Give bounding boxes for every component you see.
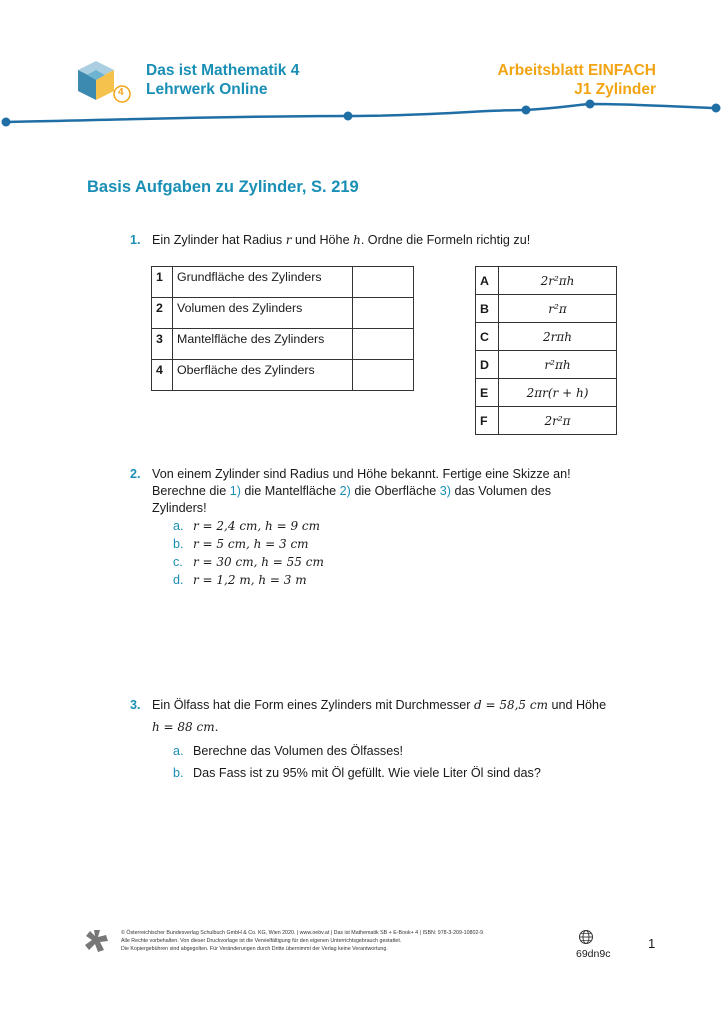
brand-title: [146, 61, 299, 99]
formula-table: [475, 266, 617, 435]
formula-cell: 2r²πh: [499, 267, 617, 295]
footer-line: © Österreichischer Bundesverlag Schulbuch GmbH & Co. KG, Wien 2020. | www.oebv.at | Das ist Mathematik SB + E-Book+ 4 | ISBN: 978-3-209-10802-9: [121, 930, 484, 936]
logo-number: 4: [118, 87, 124, 98]
math-var: h: [353, 233, 361, 247]
formula-cell: r²π: [499, 295, 617, 323]
row-number: 2: [152, 298, 173, 329]
table-row: [152, 360, 414, 391]
terms-table: [151, 266, 414, 391]
table-row: [476, 379, 617, 407]
row-label: Volumen des Zylinders: [173, 298, 353, 329]
subtask-marker: 3): [439, 484, 451, 498]
row-letter: E: [476, 379, 499, 407]
answer-cell[interactable]: [353, 298, 414, 329]
item-label: c.: [173, 555, 183, 569]
row-letter: A: [476, 267, 499, 295]
task-text: und Höhe: [547, 698, 607, 712]
list-item: [173, 553, 650, 571]
item-label: d.: [173, 573, 184, 587]
header-divider-line: [0, 98, 724, 128]
item-value: r = 30 cm, h = 55 cm: [193, 555, 324, 569]
list-item: [173, 740, 650, 762]
subtask-marker: 1): [229, 484, 241, 498]
footer-line: Die Kopiergebühren sind abgegolten. Für Veränderungen durch Dritte übernimmt der Verlag keine Verantwortung.: [121, 946, 388, 952]
line-dot: [522, 106, 531, 115]
row-number: 4: [152, 360, 173, 391]
table-row: [476, 295, 617, 323]
row-letter: D: [476, 351, 499, 379]
answer-cell[interactable]: [353, 360, 414, 391]
list-item: [173, 517, 650, 535]
task-1: [130, 232, 530, 249]
row-letter: F: [476, 407, 499, 435]
row-letter: B: [476, 295, 499, 323]
line-dot: [344, 112, 353, 121]
globe-icon: [578, 929, 594, 945]
row-label: Mantelfläche des Zylinders: [173, 329, 353, 360]
answer-cell[interactable]: [353, 267, 414, 298]
table-row: [152, 267, 414, 298]
table-row: [476, 267, 617, 295]
line-dot: [712, 104, 721, 113]
table-row: [476, 323, 617, 351]
table-row: [152, 298, 414, 329]
online-code[interactable]: 69dn9c: [576, 948, 611, 960]
row-number: 3: [152, 329, 173, 360]
row-number: 1: [152, 267, 173, 298]
brand-line-2: Lehrwerk Online: [146, 81, 268, 98]
item-label: b.: [173, 537, 184, 551]
list-item: [173, 571, 650, 589]
row-label: Grundfläche des Zylinders: [173, 267, 353, 298]
math-expression: h = 88 cm.: [152, 720, 219, 734]
item-text: Das Fass ist zu 95% mit Öl gefüllt. Wie viele Liter Öl sind das?: [193, 766, 541, 780]
task-3: [130, 697, 650, 784]
page-title: Basis Aufgaben zu Zylinder, S. 219: [87, 178, 359, 196]
task-number: 2.: [130, 467, 141, 481]
table-row: [476, 351, 617, 379]
answer-cell[interactable]: [353, 329, 414, 360]
publisher-logo-icon: [84, 928, 110, 954]
formula-cell: r²πh: [499, 351, 617, 379]
sheet-title: [498, 61, 656, 99]
task-text: das Volumen des: [450, 484, 552, 498]
task-text: die Oberfläche: [350, 484, 440, 498]
sheet-line-2: J1 Zylinder: [574, 81, 656, 98]
brand-line-1: Das ist Mathematik 4: [146, 62, 300, 79]
formula-cell: 2πr(r + h): [499, 379, 617, 407]
task-number: 1.: [130, 233, 141, 247]
list-item: [173, 535, 650, 553]
footer-legal: [121, 929, 561, 953]
row-letter: C: [476, 323, 499, 351]
line-dot: [2, 118, 11, 127]
subtask-marker: 2): [339, 484, 351, 498]
task-text: Ein Ölfass hat die Form eines Zylinders mit Durchmesser: [152, 698, 474, 712]
item-label: a.: [173, 744, 184, 758]
sheet-line-1: Arbeitsblatt EINFACH: [497, 62, 656, 79]
item-value: r = 5 cm, h = 3 cm: [193, 537, 309, 551]
item-value: r = 2,4 cm, h = 9 cm: [193, 519, 321, 533]
formula-cell: 2rπh: [499, 323, 617, 351]
row-label: Oberfläche des Zylinders: [173, 360, 353, 391]
task-text: Zylinders!: [152, 501, 207, 515]
table-row: [476, 407, 617, 435]
table-row: [152, 329, 414, 360]
task-text: die Mantelfläche: [240, 484, 340, 498]
math-expression: d = 58,5 cm: [473, 698, 548, 712]
item-text: Berechne das Volumen des Ölfasses!: [193, 744, 404, 758]
line-dot: [586, 100, 595, 109]
task-text: und Höhe: [291, 233, 354, 247]
page-number: 1: [648, 936, 656, 951]
item-label: b.: [173, 766, 184, 780]
item-value: r = 1,2 m, h = 3 m: [193, 573, 307, 587]
footer-line: Alle Rechte vorbehalten. Von dieser Druckvorlage ist die Vervielfältigung für den eigenen Unterrichtsgebrauch gestattet.: [121, 938, 402, 944]
item-label: a.: [173, 519, 184, 533]
task-text: Berechne die: [152, 484, 230, 498]
task-text: Von einem Zylinder sind Radius und Höhe bekannt. Fertige eine Skizze an!: [152, 467, 571, 481]
task-number: 3.: [130, 698, 141, 712]
task-text: Ein Zylinder hat Radius: [152, 233, 286, 247]
math-var: r: [285, 233, 292, 247]
formula-cell: 2r²π: [499, 407, 617, 435]
task-2: [130, 466, 650, 589]
task-text: . Ordne die Formeln richtig zu!: [360, 233, 531, 247]
list-item: [173, 762, 650, 784]
